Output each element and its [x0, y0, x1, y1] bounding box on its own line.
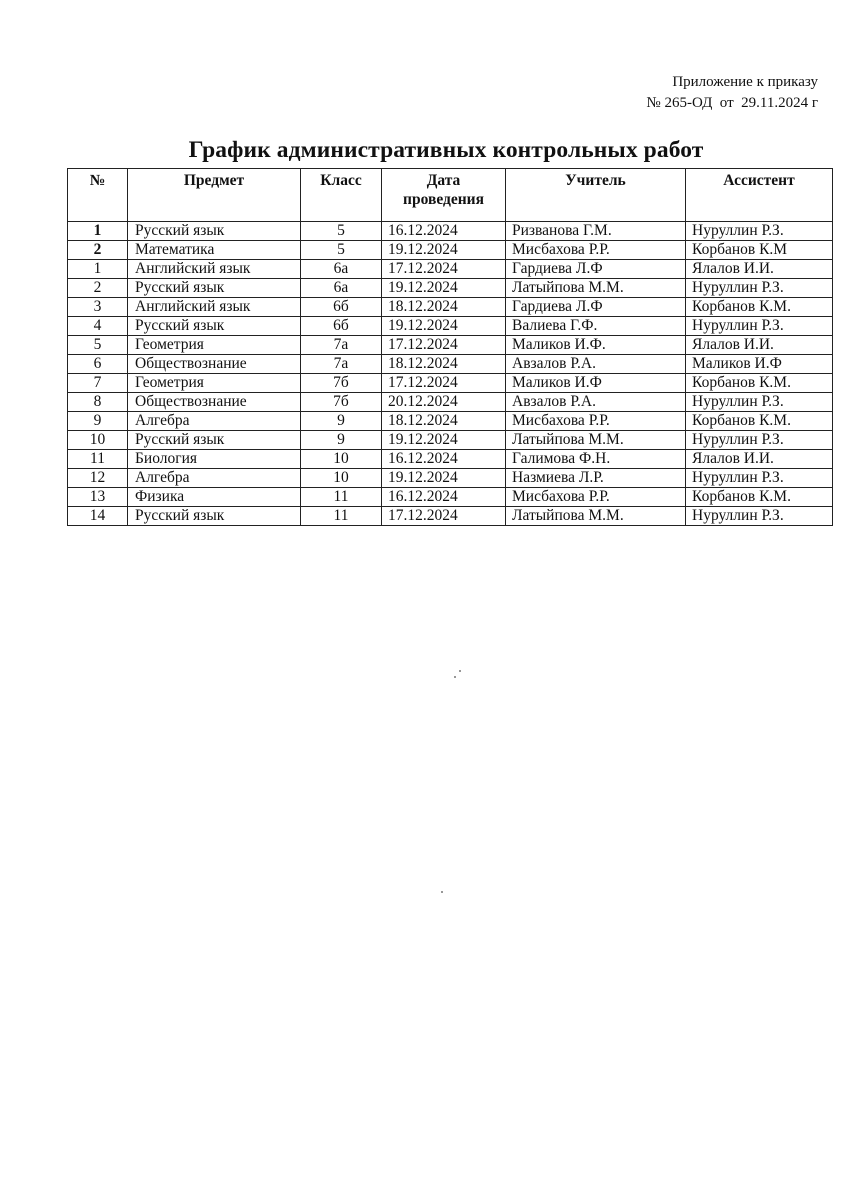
cell-date: 19.12.2024	[382, 279, 506, 298]
header-class: Класс	[301, 169, 382, 222]
cell-assistant: Нуруллин Р.З.	[686, 469, 833, 488]
cell-date: 17.12.2024	[382, 260, 506, 279]
header-date	[382, 169, 506, 222]
table-row	[68, 469, 833, 488]
cell-teacher: Маликов И.Ф.	[506, 336, 686, 355]
cell-date: 19.12.2024	[382, 431, 506, 450]
cell-assistant: Нуруллин Р.З.	[686, 222, 833, 241]
cell-class: 9	[301, 431, 382, 450]
table-row	[68, 393, 833, 412]
cell-num: 9	[68, 412, 128, 431]
cell-date: 16.12.2024	[382, 450, 506, 469]
cell-subject: Русский язык	[128, 431, 301, 450]
cell-teacher: Гардиева Л.Ф	[506, 298, 686, 317]
cell-date: 17.12.2024	[382, 374, 506, 393]
cell-class: 7а	[301, 336, 382, 355]
cell-teacher: Гардиева Л.Ф	[506, 260, 686, 279]
cell-num: 10	[68, 431, 128, 450]
cell-date: 16.12.2024	[382, 488, 506, 507]
cell-teacher: Маликов И.Ф	[506, 374, 686, 393]
cell-num: 8	[68, 393, 128, 412]
cell-num: 5	[68, 336, 128, 355]
cell-date: 17.12.2024	[382, 336, 506, 355]
cell-date: 17.12.2024	[382, 507, 506, 526]
cell-assistant: Корбанов К.М	[686, 241, 833, 260]
cell-date: 18.12.2024	[382, 298, 506, 317]
cell-class: 9	[301, 412, 382, 431]
cell-teacher: Мисбахова Р.Р.	[506, 241, 686, 260]
header-subject: Предмет	[128, 169, 301, 222]
cell-teacher: Авзалов Р.А.	[506, 393, 686, 412]
cell-subject: Математика	[128, 241, 301, 260]
cell-subject: Русский язык	[128, 279, 301, 298]
cell-class: 6б	[301, 298, 382, 317]
cell-date: 19.12.2024	[382, 469, 506, 488]
cell-class: 6б	[301, 317, 382, 336]
table-header-row	[68, 169, 833, 222]
cell-subject: Русский язык	[128, 222, 301, 241]
cell-subject: Английский язык	[128, 298, 301, 317]
header-num: №	[68, 169, 128, 222]
table-row	[68, 507, 833, 526]
cell-teacher: Авзалов Р.А.	[506, 355, 686, 374]
cell-subject: Геометрия	[128, 374, 301, 393]
cell-num: 14	[68, 507, 128, 526]
cell-assistant: Нуруллин Р.З.	[686, 431, 833, 450]
header-date-line1: Дата	[426, 172, 461, 189]
table-row	[68, 298, 833, 317]
cell-subject: Геометрия	[128, 336, 301, 355]
scan-speck	[459, 670, 461, 672]
cell-class: 5	[301, 222, 382, 241]
cell-assistant: Нуруллин Р.З.	[686, 507, 833, 526]
cell-num: 12	[68, 469, 128, 488]
cell-subject: Физика	[128, 488, 301, 507]
table-row	[68, 279, 833, 298]
cell-class: 11	[301, 507, 382, 526]
header-assistant: Ассистент	[686, 169, 833, 222]
table-row	[68, 374, 833, 393]
cell-assistant: Корбанов К.М.	[686, 374, 833, 393]
cell-subject: Обществознание	[128, 355, 301, 374]
cell-teacher: Латыйпова М.М.	[506, 279, 686, 298]
cell-subject: Русский язык	[128, 507, 301, 526]
cell-class: 7б	[301, 393, 382, 412]
table-row	[68, 222, 833, 241]
cell-class: 7б	[301, 374, 382, 393]
cell-date: 19.12.2024	[382, 241, 506, 260]
cell-class: 10	[301, 450, 382, 469]
cell-teacher: Мисбахова Р.Р.	[506, 488, 686, 507]
cell-subject: Алгебра	[128, 469, 301, 488]
scan-speck	[454, 676, 456, 678]
cell-assistant: Маликов И.Ф	[686, 355, 833, 374]
cell-date: 16.12.2024	[382, 222, 506, 241]
cell-assistant: Нуруллин Р.З.	[686, 279, 833, 298]
annex-line-1: Приложение к приказу	[672, 74, 818, 90]
cell-num: 3	[68, 298, 128, 317]
cell-subject: Английский язык	[128, 260, 301, 279]
header-teacher: Учитель	[506, 169, 686, 222]
cell-num: 1	[68, 222, 128, 241]
cell-num: 6	[68, 355, 128, 374]
cell-subject: Русский язык	[128, 317, 301, 336]
cell-num: 2	[68, 279, 128, 298]
cell-class: 6а	[301, 279, 382, 298]
cell-teacher: Назмиева Л.Р.	[506, 469, 686, 488]
cell-date: 20.12.2024	[382, 393, 506, 412]
cell-assistant: Ялалов И.И.	[686, 260, 833, 279]
cell-class: 5	[301, 241, 382, 260]
cell-teacher: Валиева Г.Ф.	[506, 317, 686, 336]
cell-assistant: Корбанов К.М.	[686, 488, 833, 507]
schedule-table	[67, 168, 833, 526]
table-row	[68, 355, 833, 374]
cell-subject: Биология	[128, 450, 301, 469]
cell-num: 1	[68, 260, 128, 279]
annex-line-2: № 265-ОД от 29.11.2024 г	[646, 95, 818, 111]
cell-assistant: Нуруллин Р.З.	[686, 393, 833, 412]
cell-num: 4	[68, 317, 128, 336]
table-row	[68, 431, 833, 450]
table-row	[68, 488, 833, 507]
table-row	[68, 450, 833, 469]
cell-class: 6а	[301, 260, 382, 279]
table-row	[68, 317, 833, 336]
cell-class: 11	[301, 488, 382, 507]
cell-subject: Обществознание	[128, 393, 301, 412]
cell-assistant: Нуруллин Р.З.	[686, 317, 833, 336]
header-date-line2: проведения	[403, 191, 484, 208]
cell-date: 18.12.2024	[382, 412, 506, 431]
table-row	[68, 241, 833, 260]
order-annex-note	[646, 72, 818, 114]
cell-assistant: Ялалов И.И.	[686, 336, 833, 355]
cell-assistant: Корбанов К.М.	[686, 298, 833, 317]
cell-assistant: Ялалов И.И.	[686, 450, 833, 469]
cell-teacher: Галимова Ф.Н.	[506, 450, 686, 469]
cell-date: 19.12.2024	[382, 317, 506, 336]
cell-num: 13	[68, 488, 128, 507]
cell-date: 18.12.2024	[382, 355, 506, 374]
cell-num: 2	[68, 241, 128, 260]
table-row	[68, 412, 833, 431]
cell-num: 7	[68, 374, 128, 393]
scan-speck	[441, 891, 443, 893]
cell-class: 10	[301, 469, 382, 488]
cell-teacher: Латыйпова М.М.	[506, 507, 686, 526]
cell-subject: Алгебра	[128, 412, 301, 431]
table-row	[68, 260, 833, 279]
table-row	[68, 336, 833, 355]
cell-teacher: Ризванова Г.М.	[506, 222, 686, 241]
cell-num: 11	[68, 450, 128, 469]
cell-teacher: Мисбахова Р.Р.	[506, 412, 686, 431]
cell-assistant: Корбанов К.М.	[686, 412, 833, 431]
document-title: График административных контрольных работ	[188, 137, 704, 163]
cell-teacher: Латыйпова М.М.	[506, 431, 686, 450]
cell-class: 7а	[301, 355, 382, 374]
